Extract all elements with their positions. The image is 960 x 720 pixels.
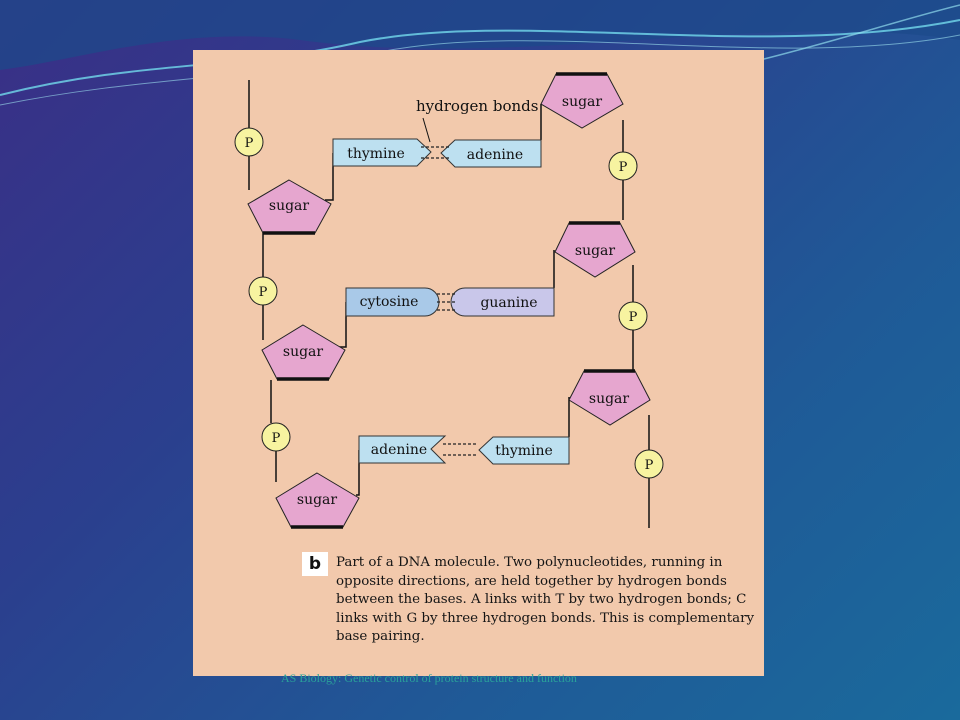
sugar-pentagon xyxy=(276,473,359,527)
phosphate-group xyxy=(619,302,647,330)
dna-figure xyxy=(193,50,764,676)
sugar-pentagon xyxy=(248,180,331,233)
phosphate-label: P xyxy=(628,310,638,325)
phosphate-label: P xyxy=(271,431,281,446)
phosphate-label: P xyxy=(618,160,628,175)
base-thymine xyxy=(479,437,569,464)
phosphate-label: P xyxy=(244,136,254,151)
phosphate-group xyxy=(609,152,637,180)
sugar-pentagon xyxy=(569,371,650,425)
base-adenine xyxy=(441,140,541,167)
base-thymine xyxy=(333,139,431,166)
base-guanine xyxy=(451,288,554,316)
sugar-pentagon xyxy=(541,74,623,128)
phosphate-label: P xyxy=(258,285,268,300)
hydrogen-bonds-label: hydrogen bonds xyxy=(416,97,539,115)
phosphate-group xyxy=(249,277,277,305)
sugar-label: sugar xyxy=(296,492,338,508)
sugar-label: sugar xyxy=(561,94,603,110)
base-adenine xyxy=(359,436,445,463)
hydrogen-bonds-pointer xyxy=(423,118,430,142)
hydrogen-bonds xyxy=(443,444,477,455)
sugar-pentagon xyxy=(262,325,345,379)
sugar-label: sugar xyxy=(282,344,324,360)
base-label: adenine xyxy=(466,147,524,163)
slide-footer: AS Biology: Genetic control of protein structure and function xyxy=(281,671,577,685)
phosphate-group xyxy=(262,423,290,451)
caption-text: Part of a DNA molecule. Two polynucleotides, running in opposite directions, are held together by hydrogen bonds between the bases. A links with T by two hydrogen bonds; C links with G by three hydrogen bonds. This is complementary base pairing. xyxy=(336,555,755,644)
phosphate-label: P xyxy=(644,458,654,473)
base-label: guanine xyxy=(480,295,538,311)
phosphate-group xyxy=(635,450,663,478)
base-label: adenine xyxy=(370,442,428,458)
base-label: thymine xyxy=(495,443,553,459)
sugar-label: sugar xyxy=(268,198,310,214)
sugar-label: sugar xyxy=(588,391,630,407)
caption-letter: b xyxy=(302,552,328,576)
base-label: thymine xyxy=(347,146,405,162)
sugar-pentagon xyxy=(555,223,635,277)
sugar-label: sugar xyxy=(574,243,616,259)
base-label: cytosine xyxy=(359,294,419,310)
base-cytosine xyxy=(346,288,439,316)
phosphate-group xyxy=(235,128,263,156)
